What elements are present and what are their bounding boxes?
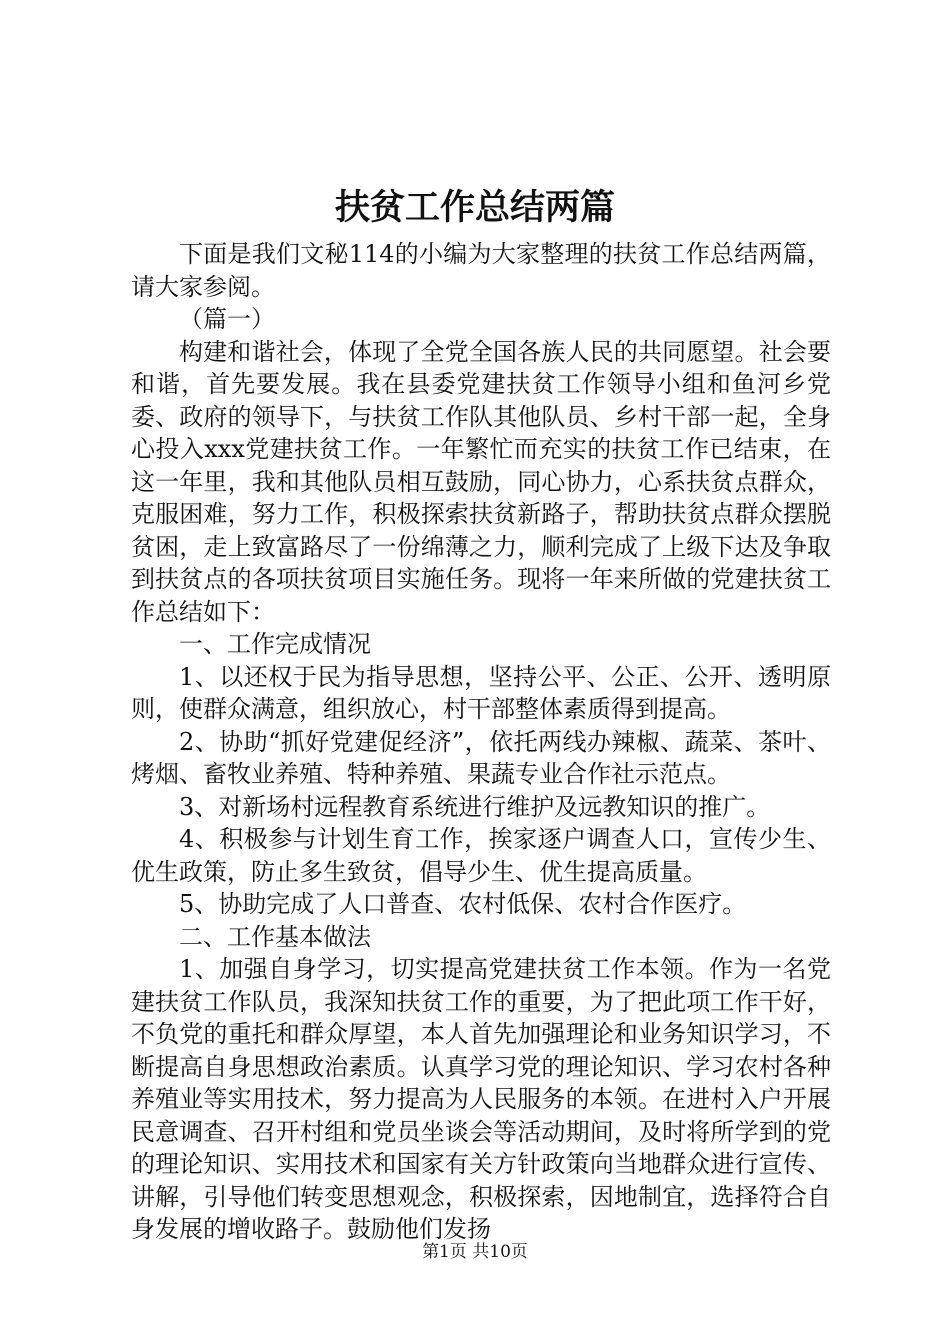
- intro-paragraph: 下面是我们文秘114的小编为大家整理的扶贫工作总结两篇，请大家参阅。: [131, 240, 831, 301]
- document-title: 扶贫工作总结两篇: [334, 187, 615, 228]
- document-body: [131, 238, 831, 1246]
- section-heading: 二、工作基本做法: [179, 922, 371, 951]
- list-item: 3、对新场村远程教育系统进行维护及远教知识的推广。: [179, 792, 771, 821]
- body-paragraph: 构建和谐社会，体现了全党全国各族人民的共同愿望。社会要和谐，首先要发展。我在县委党建扶贫工作领导小组和鱼河乡党委、政府的领导下，与扶贫工作队其他队员、乡村干部一起，全身心投入xxx党建扶贫工作。一年繁忙而充实的扶贫工作已结束，在这一年里，我和其他队员相互鼓励，同心协力，心系扶贫点群众，克服困难，努力工作，积极探索扶贫新路子，帮助扶贫点群众摆脱贫困，走上致富路尽了一份绵薄之力，顺利完成了上级下达及争取到扶贫点的各项扶贫项目实施任务。现将一年来所做的党建扶贫工作总结如下：: [131, 337, 831, 626]
- list-item: 4、积极参与计划生育工作，挨家逐户调查人口，宣传少生、优生政策，防止多生致贫，倡导少生、优生提高质量。: [131, 825, 831, 886]
- section-label-part-one: （篇一）: [179, 305, 275, 333]
- body-paragraph: 1、加强自身学习，切实提高党建扶贫工作本领。作为一名党建扶贫工作队员，我深知扶贫工作的重要，为了把此项工作干好，不负党的重托和群众厚望，本人首先加强理论和业务知识学习，不断提高自身思想政治素质。认真学习党的理论知识、学习农村各种养殖业等实用技术，努力提高为人民服务的本领。在进村入户开展民意调查、召开村组和党员坐谈会等活动期间，及时将所学到的党的理论知识、实用技术和国家有关方针政策向当地群众进行宣传、讲解，引导他们转变思想观念，积极探索，因地制宜，选择符合自身发展的增收路子。鼓励他们发扬: [131, 955, 831, 1243]
- list-item: 1、以还权于民为指导思想，坚持公平、公正、公开、透明原则，使群众满意，组织放心，村干部整体素质得到提高。: [131, 662, 831, 723]
- list-item: 2、协助“抓好党建促经济”，依托两线办辣椒、蔬菜、茶叶、烤烟、畜牧业养殖、特种养殖、果蔬专业合作社示范点。: [131, 727, 831, 788]
- list-item: 5、协助完成了人口普查、农村低保、农村合作医疗。: [179, 890, 747, 918]
- page-number-footer: 第1页 共10页: [422, 1242, 528, 1262]
- section-heading: 一、工作完成情况: [179, 630, 371, 658]
